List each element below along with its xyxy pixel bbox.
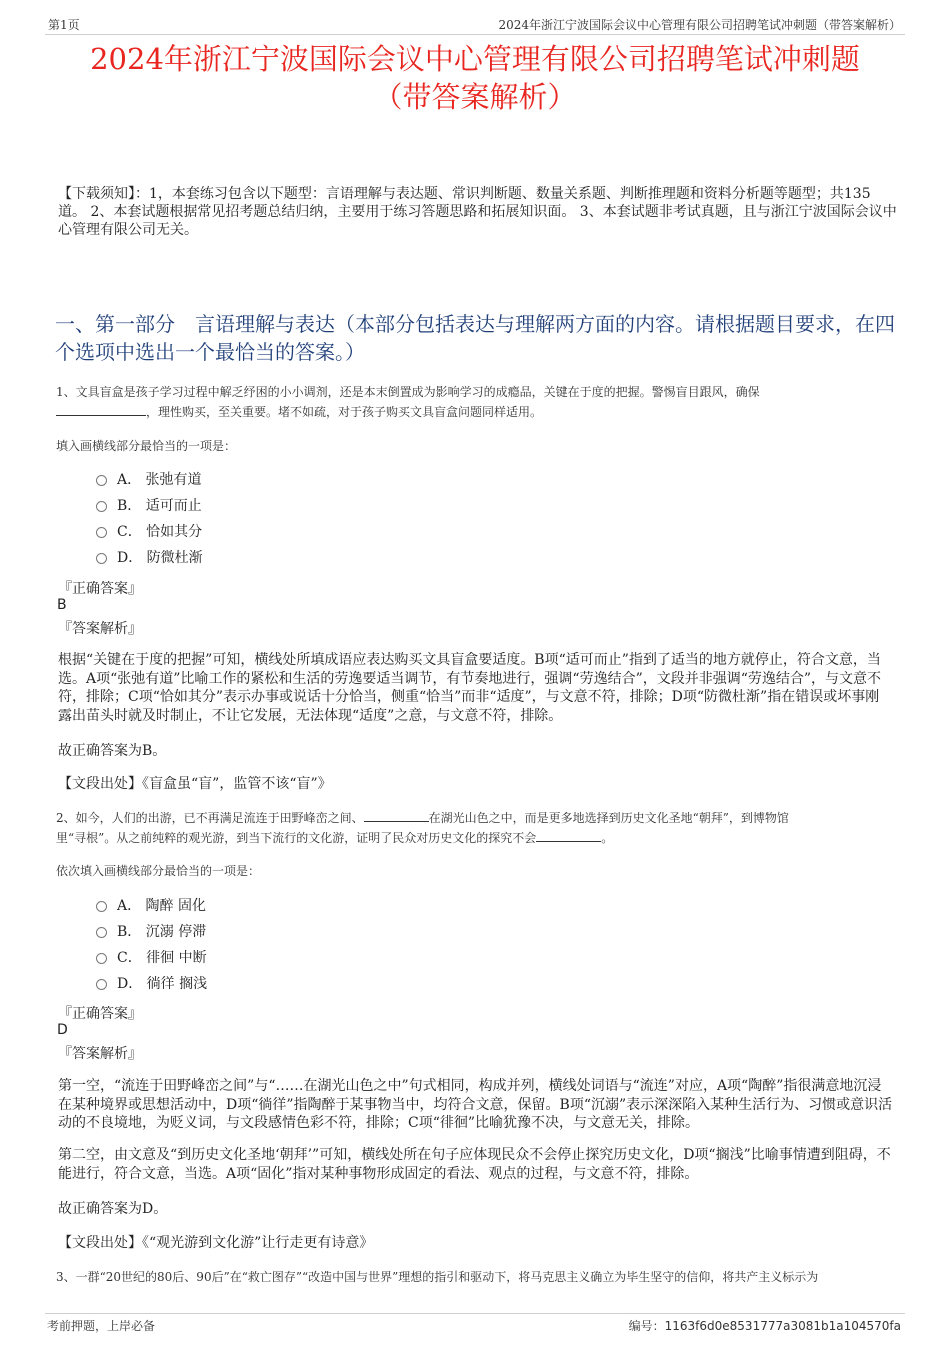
radio-icon[interactable] <box>96 927 107 938</box>
q2-prompt: 依次填入画横线部分最恰当的一项是： <box>56 864 261 878</box>
footer-id-value: 1163f6d0e8531777a3081b1a104570fa <box>664 1319 901 1333</box>
q2-options <box>96 893 207 997</box>
radio-icon[interactable] <box>96 501 107 512</box>
q1-option-a[interactable]: A． 张弛有道 <box>96 467 203 493</box>
page-header <box>45 14 905 35</box>
radio-icon[interactable] <box>96 901 107 912</box>
q2-stem-part-d: 。 <box>601 831 614 845</box>
footer-id <box>629 1317 901 1334</box>
download-notice: 【下载须知】：1，本套练习包含以下题型：言语理解与表达题、常识判断题、数量关系题、判断推理题和资料分析题等题型；共135道。 2、本套试题根据常见招考题总结归纳，主要用于练习答题思路和拓展知识面。 3、本套试题非考试真题，且与浙江宁波国际会议中心管理有限公司无关。 <box>58 186 897 238</box>
q2-option-b[interactable]: B． 沉溺 停滞 <box>96 919 207 945</box>
question-3-stem: 3、一群“20世纪的80后、90后”在“救亡图存”“改造中国与世界”理想的指引和驱动下，将马克思主义确立为毕生坚守的信仰，将共产主义标示为 <box>56 1270 819 1284</box>
q1-stem-part-a: 1、文具盲盒是孩子学习过程中解乏纾困的小小调剂，还是本末倒置成为影响学习的成瘾品，关键在于度的把握。警惕盲目跟风，确保 <box>56 385 760 399</box>
q1-option-d[interactable]: D． 防微杜渐 <box>96 545 203 571</box>
radio-icon[interactable] <box>96 527 107 538</box>
q2-analysis-2: 第二空，由文意及“到历史文化圣地‘朝拜’”可知，横线处所在句子应体现民众不会停止探究历史文化，D项“搁浅”比喻事情遭到阻碍，不能进行，符合文意，当选。A项“固化”指对某种事物形成固定的看法、观点的过程，与文意不符，排除。 <box>58 1147 891 1182</box>
radio-icon[interactable] <box>96 979 107 990</box>
q1-option-b[interactable]: B． 适可而止 <box>96 493 203 519</box>
q2-analysis-label: 『答案解析』 <box>58 1046 142 1062</box>
document-title <box>0 40 950 116</box>
q2-stem-part-b: 在湖光山色之中，而是更多地选择到历史文化圣地“朝拜”，到博物馆 <box>428 811 789 825</box>
q2-analysis-1: 第一空，“流连于田野峰峦之间”与“……在湖光山色之中”句式相同，构成并列，横线处词语与“流连”对应，A项“陶醉”指很满意地沉浸在某种境界或思想活动中，D项“徜徉”指陶醉于某事物当中，均符合文意，保留。B项“沉溺”表示深深陷入某种生活行为、习惯或意识活动的不良境地，为贬义词，与文段感情色彩不符，排除；C项“徘徊”比喻犹豫不决，与文意无关，排除。 <box>58 1078 893 1131</box>
q1-prompt: 填入画横线部分最恰当的一项是： <box>56 439 237 453</box>
page-number: 第1页 <box>48 18 80 32</box>
q1-options <box>96 467 203 571</box>
q1-correct-label: 『正确答案』 <box>58 581 142 597</box>
q2-option-d[interactable]: D． 徜徉 搁浅 <box>96 971 207 997</box>
q1-blank <box>56 403 146 416</box>
question-2-stem <box>56 808 906 848</box>
q2-option-a[interactable]: A． 陶醉 固化 <box>96 893 207 919</box>
q1-source: 【文段出处】《盲盒虽“盲”，监管不该“盲”》 <box>58 776 332 792</box>
q1-analysis: 根据“关键在于度的把握”可知，横线处所填成语应表达购买文具盲盒要适度。B项“适可而止”指到了适当的地方就停止，符合文意，当选。A项“张弛有道”比喻工作的紧松和生活的劳逸要适当调节，有节奏地进行，强调“劳逸结合”，文段并非强调“劳逸结合”，与文意不符，排除；C项“恰如其分”表示办事或说话十分恰当，侧重“恰当”而非“适度”，与文意不符，排除；D项“防微杜渐”指在错误或坏事刚露出苗头时就及时制止，不让它发展，无法体现“适度”之意，与文意不符，排除。 <box>58 652 882 724</box>
q2-answer: D <box>57 1022 68 1038</box>
radio-icon[interactable] <box>96 953 107 964</box>
q2-blank-2 <box>536 829 601 842</box>
header-doc-title: 2024年浙江宁波国际会议中心管理有限公司招聘笔试冲刺题（带答案解析） <box>498 18 901 32</box>
q2-stem-part-a: 2、如今，人们的出游，已不再满足流连于田野峰峦之间、 <box>56 811 364 825</box>
section-heading: 一、第一部分 言语理解与表达（本部分包括表达与理解两方面的内容。请根据题目要求，在四个选项中选出一个最恰当的答案。） <box>55 312 895 364</box>
footer-slogan: 考前押题，上岸必备 <box>47 1319 156 1333</box>
q2-source: 【文段出处】《“观光游到文化游”让行走更有诗意》 <box>58 1235 374 1251</box>
q1-stem-part-b: ，理性购买，至关重要。堵不如疏，对于孩子购买文具盲盒问题同样适用。 <box>146 405 543 419</box>
radio-icon[interactable] <box>96 553 107 564</box>
radio-icon[interactable] <box>96 475 107 486</box>
q1-option-c[interactable]: C． 恰如其分 <box>96 519 203 545</box>
question-1-stem <box>56 382 906 422</box>
page-footer <box>45 1313 905 1336</box>
q2-option-c[interactable]: C． 徘徊 中断 <box>96 945 207 971</box>
q1-answer: B <box>57 597 67 613</box>
title-line-1: 2024年浙江宁波国际会议中心管理有限公司招聘笔试冲刺题 <box>90 42 860 76</box>
q2-correct-label: 『正确答案』 <box>58 1006 142 1022</box>
footer-id-label: 编号： <box>628 1319 665 1333</box>
q2-conclusion: 故正确答案为D。 <box>58 1201 168 1217</box>
q1-conclusion: 故正确答案为B。 <box>58 743 167 759</box>
q2-stem-part-c: 里“寻根”。从之前纯粹的观光游，到当下流行的文化游，证明了民众对历史文化的探究不会 <box>56 831 537 845</box>
q2-blank-1 <box>364 809 429 822</box>
q1-analysis-label: 『答案解析』 <box>58 621 142 637</box>
title-line-2: （带答案解析） <box>373 80 577 114</box>
